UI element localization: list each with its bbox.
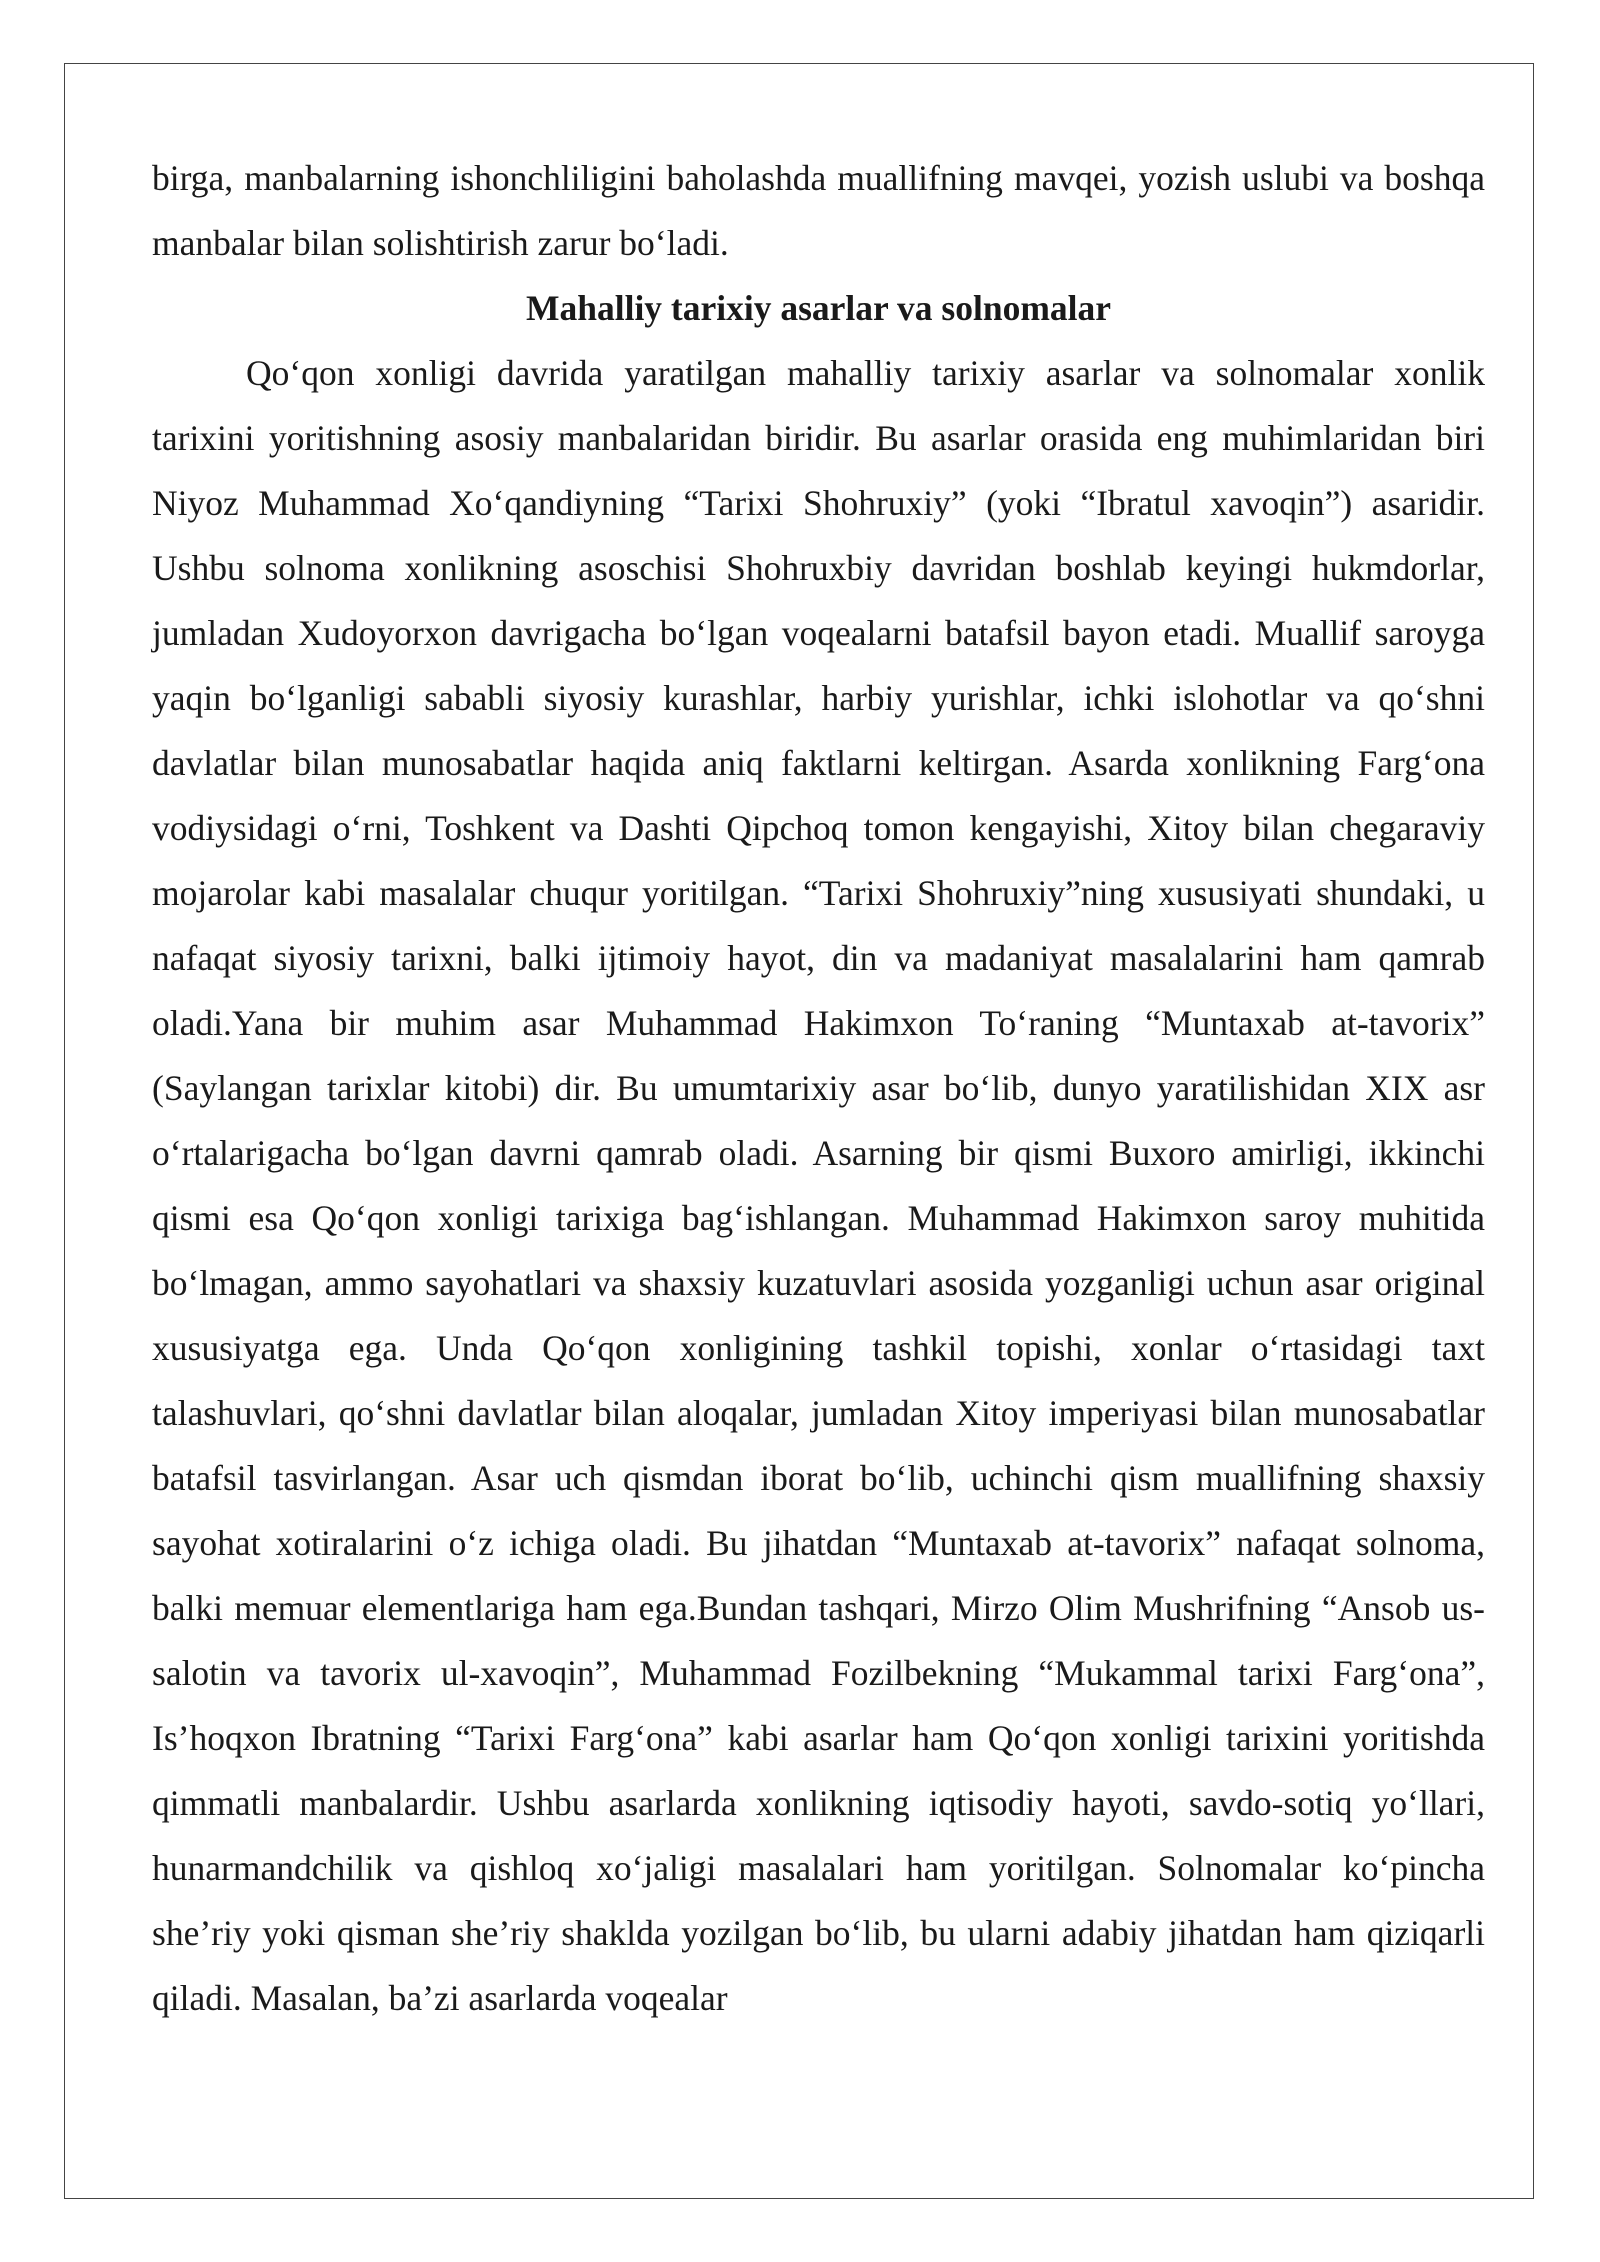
paragraph-main: Qo‘qon xonligi davrida yaratilgan mahalliy tarixiy asarlar va solnomalar xonlik tarixini yoritishning asosiy manbalaridan biridir. Bu asarlar orasida eng muhimlaridan biri Niyoz Muhammad Xo‘qandiyning “Tarixi Shohruxiy” (yoki “Ibratul xavoqin”) asaridir. Ushbu solnoma xonlikning asoschisi Shohruxbiy davridan boshlab keyingi hukmdorlar, jumladan Xudoyorxon davrigacha bo‘lgan voqealarni batafsil bayon etadi. Muallif saroyga yaqin bo‘lganligi sababli siyosiy kurashlar, harbiy yurishlar, ichki islohotlar va qo‘shni davlatlar bilan munosabatlar haqida aniq faktlarni keltirgan. Asarda xonlikning Farg‘ona vodiysidagi o‘rni, Toshkent va Dashti Qipchoq tomon kengayishi, Xitoy bilan chegaraviy mojarolar kabi masalalar chuqur yoritilgan. “Tarixi Shohruxiy”ning xususiyati shundaki, u nafaqat siyosiy tarixni, balki ijtimoiy hayot, din va madaniyat masalalarini ham qamrab oladi.Yana bir muhim asar Muhammad Hakimxon To‘raning “Muntaxab at-tavorix” (Saylangan tarixlar kitobi) dir. Bu umumtarixiy asar bo‘lib, dunyo yaratilishidan XIX asr o‘rtalarigacha bo‘lgan davrni qamrab oladi. Asarning bir qismi Buxoro amirligi, ikkinchi qismi esa Qo‘qon xonligi tarixiga bag‘ishlangan. Muhammad Hakimxon saroy muhitida bo‘lmagan, ammo sayohatlari va shaxsiy kuzatuvlari asosida yozganligi uchun asar original xususiyatga ega. Unda Qo‘qon xonligining tashkil topishi, xonlar o‘rtasidagi taxt talashuvlari, qo‘shni davlatlar bilan aloqalar, jumladan Xitoy imperiyasi bilan munosabatlar batafsil tasvirlangan. Asar uch qismdan iborat bo‘lib, uchinchi qism muallifning shaxsiy sayohat xotiralarini o‘z ichiga oladi. Bu jihatdan “Muntaxab at-tavorix” nafaqat solnoma, balki memuar elementlariga ham ega.Bundan tashqari, Mirzo Olim Mushrifning “Ansob us-salotin va tavorix ul-xavoqin”, Muhammad Fozilbekning “Mukammal tarixi Farg‘ona”, Is’hoqxon Ibratning “Tarixi Farg‘ona” kabi asarlar ham Qo‘qon xonligi tarixini yoritishda qimmatli manbalardir. Ushbu asarlarda xonlikning iqtisodiy hayoti, savdo-sotiq yo‘llari, hunarmandchilik va qishloq xo‘jaligi masalalari ham yoritilgan. Solnomalar ko‘pincha she’riy yoki qisman she’riy shaklda yozilgan bo‘lib, bu ularni adabiy jihatdan ham qiziqarli qiladi. Masalan, ba’zi asarlarda voqealar [152,353,1485,2018]
section-heading: Mahalliy tarixiy asarlar va solnomalar [525,288,1112,328]
document-body [152,146,1485,2031]
paragraph-continuation: birga, manbalarning ishonchliligini baholashda muallifning mavqei, yozish uslubi va boshqa manbalar bilan solishtirish zarur bo‘ladi. [152,158,1485,263]
